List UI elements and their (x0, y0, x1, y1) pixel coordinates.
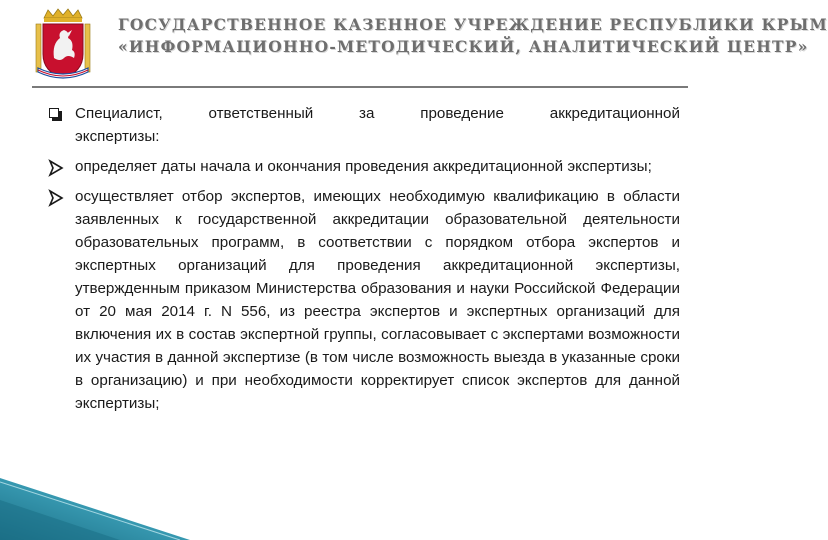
heading-item (46, 102, 680, 148)
slide-header (0, 0, 828, 92)
list-item (46, 185, 680, 415)
arrow-bullet-icon (46, 157, 68, 177)
arrow-bullet-icon (46, 187, 68, 207)
slide-body (46, 102, 680, 415)
organization-name-line-2: «ИНФОРМАЦИОННО-МЕТОДИЧЕСКИЙ, АНАЛИТИЧЕСКИЙ ЦЕНТР» (118, 37, 809, 56)
heading-line-2: экспертизы: (75, 128, 160, 145)
header-divider (32, 86, 688, 88)
square-bullet-icon (46, 104, 68, 124)
organization-name-line-1: ГОСУДАРСТВЕННОЕ КАЗЕННОЕ УЧРЕЖДЕНИЕ РЕСПУБЛИКИ КРЫМ (118, 15, 828, 34)
list-item (46, 155, 680, 178)
list-item-text: осуществляет отбор экспертов, имеющих необходимую квалификацию в области заявленных к государственной аккредитации образовательной деятельности образовательных программ, в соответствии с порядком отбора экспертов и экспертных организаций для проведения аккредитационной экспертизы, утвержденным приказом Министерства образования и науки Российской Федерации от 20 мая 2014 г. N 556, из реестра экспертов и экспертных организаций для включения их в состав экспертной группы, согласовывает с экспертами возможности их участия в данной экспертизе (в том числе возможность выезда в указанные сроки в организацию) и при необходимости корректирует список экспертов для данной экспертизы; (75, 188, 680, 412)
heading-line-1: Специалист, ответственный за проведение аккредитационной (75, 105, 680, 122)
list-item-text: определяет даты начала и окончания проведения аккредитационной экспертизы; (75, 158, 652, 175)
corner-decoration (0, 430, 190, 540)
organization-name (118, 14, 828, 58)
crimea-coat-of-arms-icon (34, 8, 92, 80)
